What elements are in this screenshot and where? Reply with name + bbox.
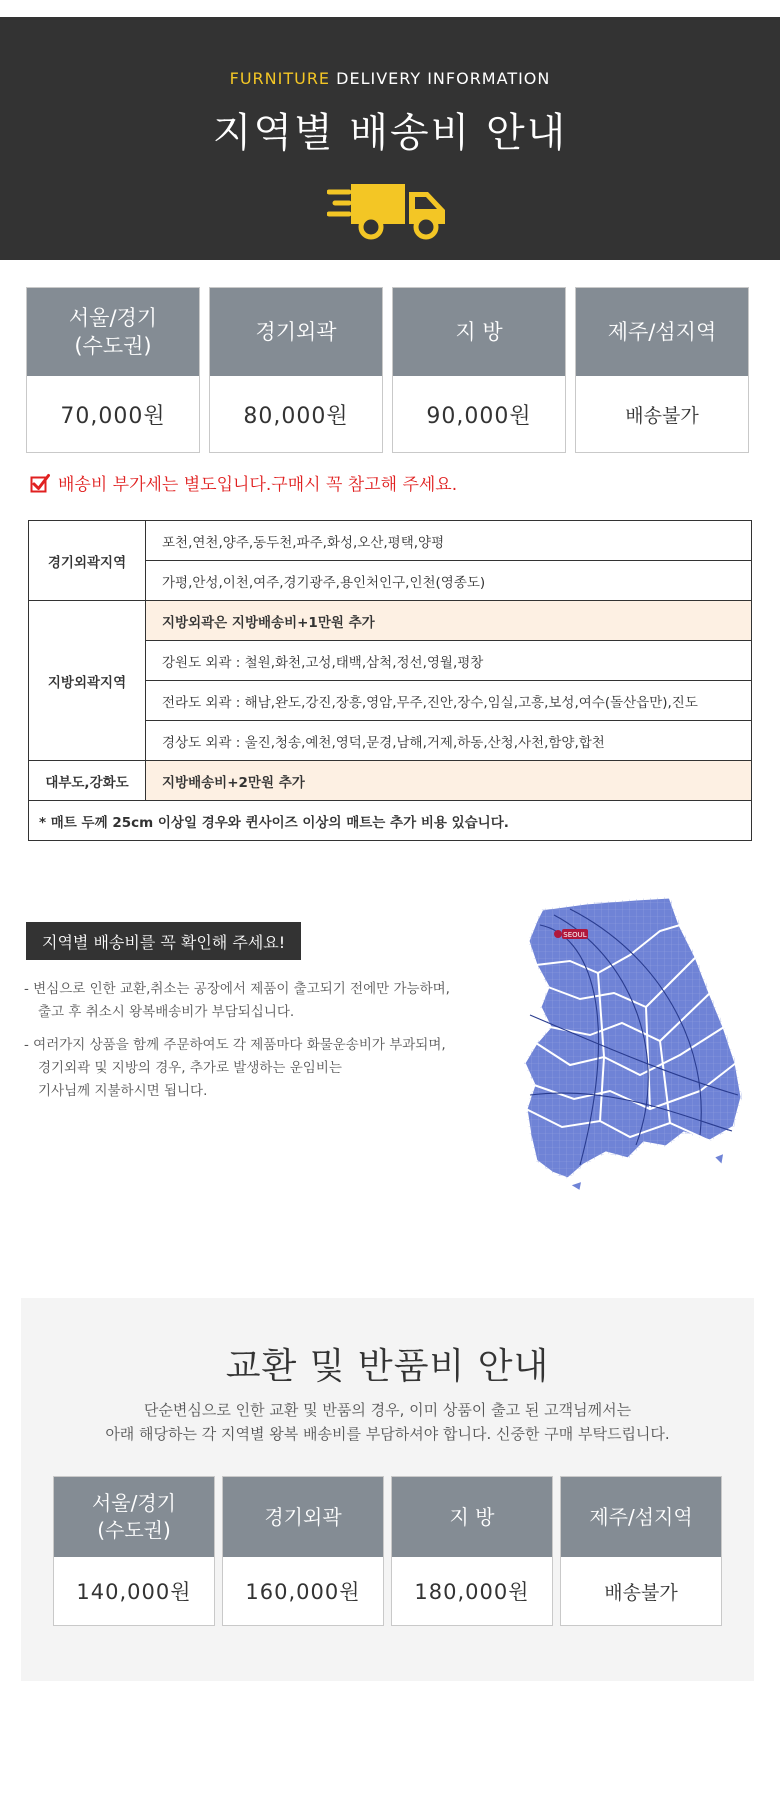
exchange-box-capital <box>53 1476 215 1626</box>
gyeonggi-areas-2: 가평,안성,이천,여주,경기광주,용인처인구,인천(영종도) <box>146 561 752 601</box>
truck-icon <box>327 180 449 242</box>
island-label: 대부도,강화도 <box>29 761 146 801</box>
table-row <box>29 601 752 641</box>
info-bullets <box>24 978 504 1113</box>
price-box-rural <box>392 287 566 453</box>
map-seoul-label: SEOUL <box>563 931 587 939</box>
exchange-box-gyeonggi-outer <box>222 1476 384 1626</box>
table-row <box>29 761 752 801</box>
region-label: 경기외곽 <box>210 288 382 376</box>
exchange-section <box>21 1298 754 1681</box>
info-badge: 지역별 배송비를 꼭 확인해 주세요! <box>26 922 301 960</box>
region-price: 140,000원 <box>76 1580 192 1604</box>
region-price: 80,000원 <box>243 403 349 429</box>
rural-label: 지방외곽지역 <box>29 601 146 761</box>
region-price: 배송불가 <box>604 1581 678 1604</box>
region-label: 제주/섬지역 <box>561 1477 721 1557</box>
region-label: 경기외곽 <box>223 1477 383 1557</box>
page-title: 지역별 배송비 안내 <box>212 110 568 156</box>
region-label: 서울/경기 (수도권) <box>27 288 199 376</box>
rural-gangwon: 강원도 외곽 : 철원,화천,고성,태백,삼척,정선,영월,평창 <box>146 641 752 681</box>
header-eyebrow <box>0 69 780 88</box>
region-price: 180,000원 <box>414 1580 530 1604</box>
gyeonggi-label: 경기외곽지역 <box>29 521 146 601</box>
island-surcharge: 지방배송비+2만원 추가 <box>146 761 752 801</box>
exchange-box-jeju <box>560 1476 722 1626</box>
price-box-gyeonggi-outer <box>209 287 383 453</box>
region-price: 90,000원 <box>426 403 532 429</box>
exchange-price-row <box>53 1476 722 1626</box>
rural-surcharge: 지방외곽은 지방배송비+1만원 추가 <box>146 601 752 641</box>
region-label: 지 방 <box>392 1477 552 1557</box>
vat-note-text: 배송비 부가세는 별도입니다.구매시 꼭 참고해 주세요. <box>58 475 458 495</box>
eyebrow-rest: DELIVERY INFORMATION <box>330 69 551 88</box>
gyeonggi-areas-1: 포천,연천,양주,동두천,파주,화성,오산,평택,양평 <box>146 521 752 561</box>
info-bullet-2: - 여러가지 상품을 함께 주문하여도 각 제품마다 화물운송비가 부과되며, 경기외곽 및 지방의 경우, 추가로 발생하는 운임비는 기사님께 지불하시면 됩니다. <box>24 1037 446 1099</box>
exchange-title: 교환 및 반품비 안내 <box>225 1346 550 1387</box>
info-bullet-1: - 변심으로 인한 교환,취소는 공장에서 제품이 출고되기 전에만 가능하며, 출고 후 취소시 왕복배송비가 부담되십니다. <box>24 981 450 1020</box>
eyebrow-highlight: FURNITURE <box>229 69 331 88</box>
price-box-capital <box>26 287 200 453</box>
delivery-header <box>0 17 780 260</box>
region-price: 160,000원 <box>245 1580 361 1604</box>
region-label: 제주/섬지역 <box>576 288 748 376</box>
mattress-footnote: * 매트 두께 25cm 이상일 경우와 퀸사이즈 이상의 매트는 추가 비용 있습니다. <box>29 801 752 841</box>
rural-jeolla: 전라도 외곽 : 해남,완도,강진,장흥,영암,무주,진안,장수,임실,고흥,보성,여수(돌산읍만),진도 <box>146 681 752 721</box>
region-label: 서울/경기 (수도권) <box>54 1477 214 1557</box>
korea-map-icon <box>510 895 750 1195</box>
exchange-box-rural <box>391 1476 553 1626</box>
price-box-jeju <box>575 287 749 453</box>
region-price: 배송불가 <box>625 404 699 427</box>
exchange-description: 단순변심으로 인한 교환 및 반품의 경우, 이미 상품이 출고 된 고객님께서는 아래 해당하는 각 지역별 왕복 배송비를 부담하셔야 합니다. 신중한 구매 부탁드립니다. <box>105 1401 670 1443</box>
delivery-price-row <box>26 287 749 453</box>
region-label: 지 방 <box>393 288 565 376</box>
vat-note <box>30 470 457 495</box>
table-row <box>29 801 752 841</box>
check-icon <box>30 473 50 493</box>
region-price: 70,000원 <box>60 403 166 429</box>
area-table <box>28 520 752 841</box>
rural-gyeongsang: 경상도 외곽 : 울진,청송,예천,영덕,문경,남해,거제,하동,산청,사천,함양,합천 <box>146 721 752 761</box>
table-row <box>29 521 752 561</box>
